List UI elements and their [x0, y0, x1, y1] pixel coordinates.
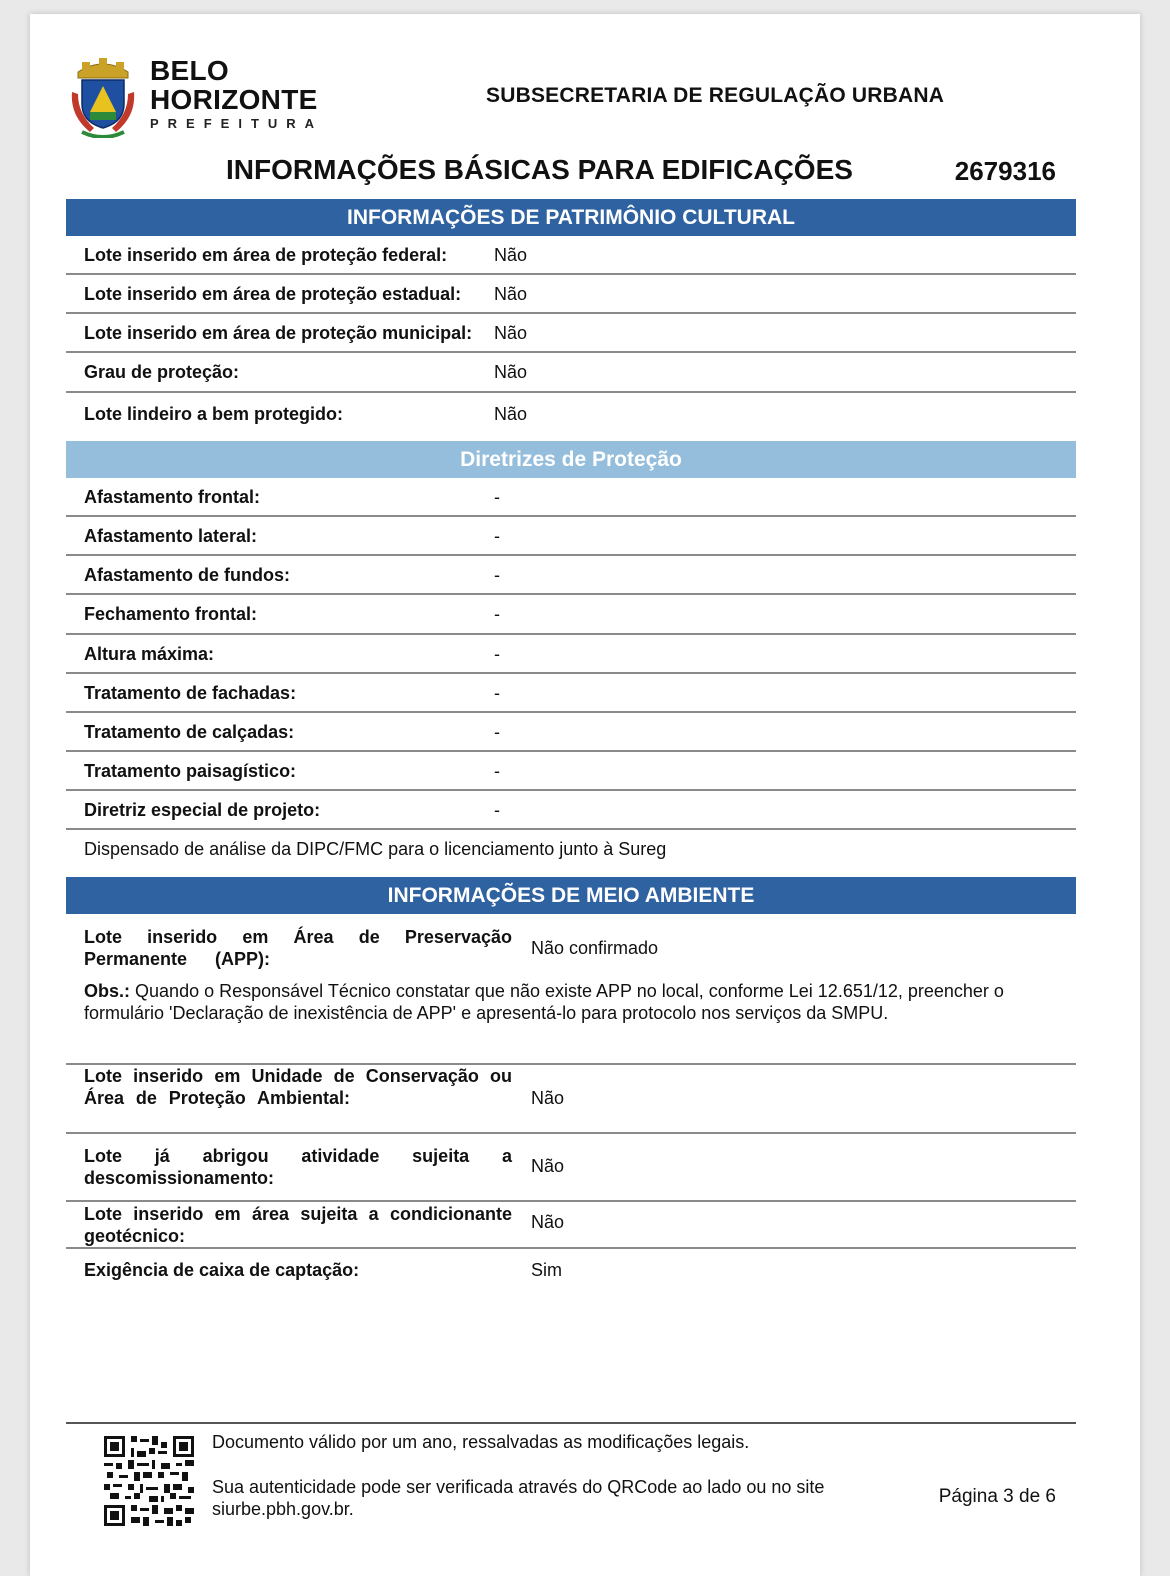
diretrizes-note: Dispensado de análise da DIPC/FMC para o licenciamento junto à Sureg [84, 839, 667, 859]
table-row [66, 635, 1076, 674]
caixa-label: Exigência de caixa de captação: [84, 1260, 360, 1280]
geotecnico-value: Não [531, 1212, 565, 1232]
page-number: Página 3 de 6 [938, 1486, 1056, 1507]
row-label: Lote lindeiro a bem protegido: [84, 404, 344, 424]
geo-label-line-2: geotécnico: [84, 1226, 186, 1246]
subsecretaria-title: SUBSECRETARIA DE REGULAÇÃO URBANA [486, 84, 945, 107]
row-label: Tratamento de fachadas: [84, 683, 297, 703]
brand-line-2: HORIZONTE [150, 84, 318, 115]
table-row [66, 752, 1076, 791]
table-row [66, 236, 1076, 275]
obs-note [84, 980, 1054, 1024]
row-value: Não [494, 323, 528, 343]
row-value: - [494, 526, 500, 546]
row-value: - [494, 565, 500, 585]
row-value: - [494, 683, 500, 703]
divider [66, 1247, 1076, 1249]
table-row [66, 393, 1076, 438]
row-value: - [494, 761, 500, 781]
row-label: Grau de proteção: [84, 362, 240, 382]
brand-name [150, 56, 323, 131]
document-number: 2679316 [954, 156, 1056, 186]
row-label: Afastamento frontal: [84, 487, 261, 507]
uc-label-line-1: Lote inserido em Unidade de Conservação ou [84, 1066, 512, 1086]
row-label: Altura máxima: [84, 644, 215, 664]
uc-value: Não [531, 1088, 565, 1108]
section-header-diretrizes: Diretrizes de Proteção [66, 441, 1076, 478]
table-row [66, 713, 1076, 752]
table-row [66, 517, 1076, 556]
section-header-meio-ambiente: INFORMAÇÕES DE MEIO AMBIENTE [66, 877, 1076, 914]
app-label-line-2: Permanente (APP): [84, 949, 270, 969]
row-value: Não [494, 404, 528, 424]
row-value: Não [494, 362, 528, 382]
footer-divider [66, 1422, 1076, 1424]
row-label: Fechamento frontal: [84, 604, 258, 624]
qr-code-icon [104, 1436, 194, 1526]
row-label: Afastamento de fundos: [84, 565, 291, 585]
row-value: Não [494, 245, 528, 265]
geotecnico-label [84, 1203, 512, 1247]
row-value: - [494, 722, 500, 742]
caixa-value: Sim [531, 1260, 562, 1280]
coat-of-arms-logo [68, 52, 138, 138]
section-header-patrimonio: INFORMAÇÕES DE PATRIMÔNIO CULTURAL [66, 199, 1076, 236]
obs-text: Quando o Responsável Técnico constatar que não existe APP no local, conforme Lei 12.651/12, preencher o formulário 'Declaração de inexistência de APP' e apresentá-lo para protocolo nos serviços da SMPU. [84, 981, 1004, 1023]
footer-authenticity-text: Sua autenticidade pode ser verificada através do QRCode ao lado ou no site siurbe.pbh.gov.br. [212, 1477, 825, 1519]
descomissionamento-label [84, 1145, 512, 1189]
descomissionamento-value: Não [531, 1156, 565, 1176]
table-row [66, 556, 1076, 595]
row-value: - [494, 487, 500, 507]
row-label: Afastamento lateral: [84, 526, 258, 546]
table-row [66, 314, 1076, 353]
brand-line-1: BELO [150, 55, 229, 86]
row-label: Tratamento paisagístico: [84, 761, 297, 781]
obs-label: Obs.: [84, 981, 131, 1001]
row-label: Diretriz especial de projeto: [84, 800, 321, 820]
row-value: - [494, 644, 500, 664]
row-label: Tratamento de calçadas: [84, 722, 295, 742]
desc-label-line-1: Lote já abrigou atividade sujeita a [84, 1146, 512, 1166]
table-row [66, 791, 1076, 830]
table-row [66, 674, 1076, 713]
row-label: Lote inserido em área de proteção municipal: [84, 323, 473, 343]
uc-label [84, 1065, 512, 1109]
footer-validity-text: Documento válido por um ano, ressalvadas as modificações legais. [212, 1432, 750, 1452]
divider [66, 1132, 1076, 1134]
row-value: - [494, 800, 500, 820]
document-title: INFORMAÇÕES BÁSICAS PARA EDIFICAÇÕES [226, 154, 853, 185]
row-label: Lote inserido em área de proteção federal: [84, 245, 448, 265]
table-row [66, 275, 1076, 314]
table-row [66, 478, 1076, 517]
desc-label-line-2: descomissionamento: [84, 1168, 275, 1188]
uc-label-line-2: Área de Proteção Ambiental: [84, 1088, 350, 1108]
document-page [30, 14, 1140, 1576]
divider [66, 1200, 1076, 1202]
app-label [84, 926, 512, 970]
brand-line-3: PREFEITURA [150, 116, 324, 131]
geo-label-line-1: Lote inserido em área sujeita a condicionante [84, 1204, 512, 1224]
row-value: - [494, 604, 500, 624]
table-row [66, 353, 1076, 393]
row-value: Não [494, 284, 528, 304]
app-value: Não confirmado [531, 938, 659, 958]
row-label: Lote inserido em área de proteção estadual: [84, 284, 462, 304]
app-label-line-1: Lote inserido em Área de Preservação [84, 927, 512, 947]
table-row [66, 595, 1076, 635]
